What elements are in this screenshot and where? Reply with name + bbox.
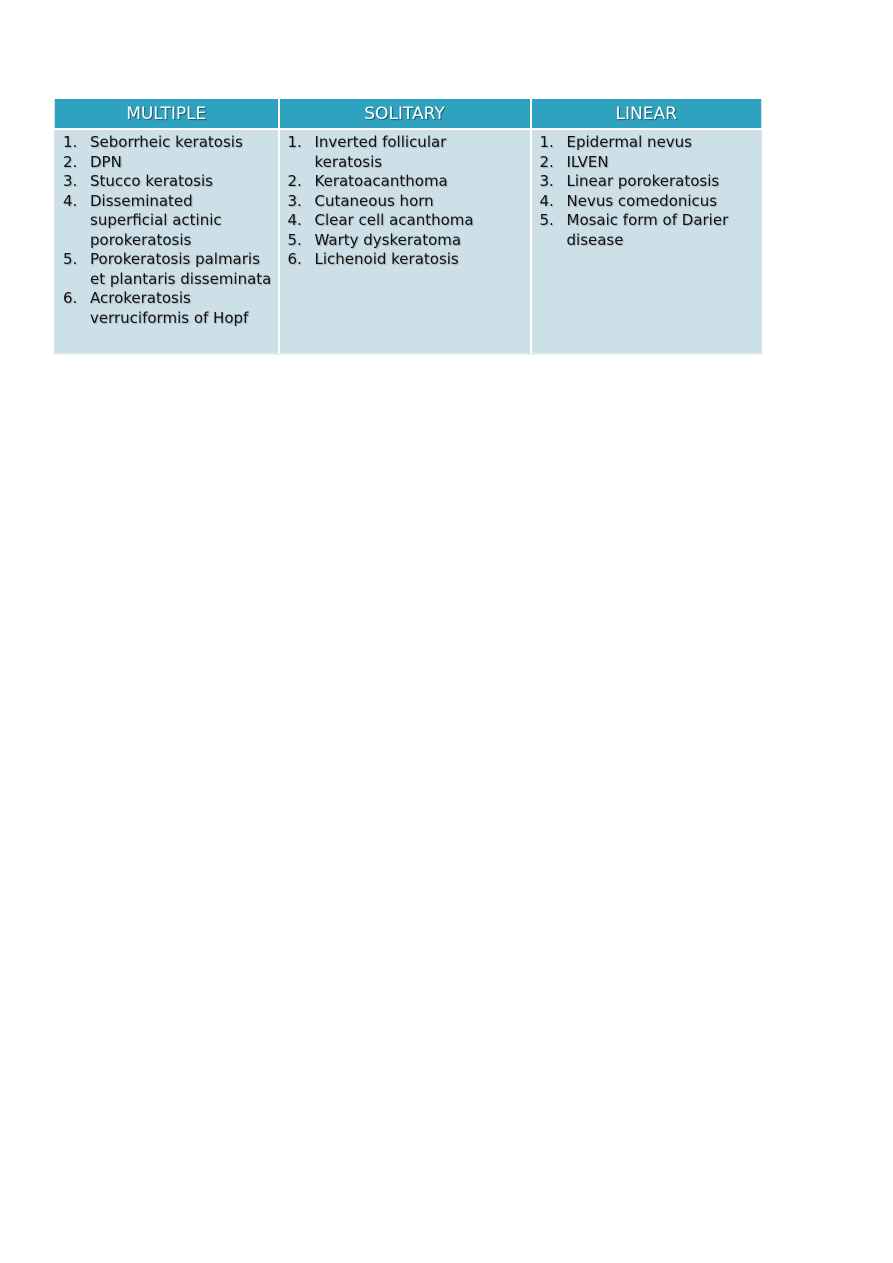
list-item xyxy=(288,172,526,192)
item-number: 1. xyxy=(539,133,554,151)
item-number: 5. xyxy=(287,230,302,249)
linear-cell xyxy=(531,129,762,354)
item-number: 2. xyxy=(287,172,302,190)
list-item xyxy=(63,250,274,289)
list-item xyxy=(288,192,526,212)
item-text: Lichenoid keratosis xyxy=(314,250,459,268)
list-item xyxy=(63,133,274,153)
item-text: ILVEN xyxy=(566,152,609,171)
list-item xyxy=(63,153,274,173)
list-item xyxy=(288,133,526,172)
list-item xyxy=(288,231,526,251)
item-text: Porokeratosis palmaris et plantaris disseminata xyxy=(90,250,272,288)
item-text: Keratoacanthoma xyxy=(314,172,448,190)
item-text: Warty dyskeratoma xyxy=(314,230,462,249)
item-text: Linear porokeratosis xyxy=(566,172,720,190)
item-text: DPN xyxy=(90,152,122,171)
item-number: 3. xyxy=(539,172,554,190)
item-number: 4. xyxy=(539,191,554,210)
item-number: 1. xyxy=(287,133,302,151)
multiple-cell xyxy=(55,129,279,354)
list-item xyxy=(63,192,274,251)
multiple-list xyxy=(63,133,274,328)
item-text: Inverted follicular keratosis xyxy=(314,133,447,171)
item-text: Nevus comedonicus xyxy=(566,191,718,210)
item-text: Clear cell acanthoma xyxy=(314,211,474,229)
column-header-solitary: SOLITARY xyxy=(279,99,531,129)
item-number: 2. xyxy=(63,152,78,171)
item-number: 4. xyxy=(63,191,78,210)
list-item xyxy=(540,153,758,173)
item-number: 3. xyxy=(63,172,78,190)
list-item xyxy=(540,192,758,212)
column-header-linear: LINEAR xyxy=(531,99,762,129)
item-text: Acrokeratosis verruciformis of Hopf xyxy=(90,289,249,327)
column-header-multiple: MULTIPLE xyxy=(55,99,279,129)
item-text: Disseminated superficial actinic porokeratosis xyxy=(90,191,222,249)
item-number: 3. xyxy=(287,191,302,210)
item-number: 4. xyxy=(287,211,302,229)
item-number: 5. xyxy=(63,250,78,268)
list-item xyxy=(540,172,758,192)
header-row xyxy=(55,99,762,129)
item-number: 6. xyxy=(287,250,302,268)
solitary-cell xyxy=(279,129,531,354)
item-text: Epidermal nevus xyxy=(566,133,692,151)
list-item xyxy=(288,250,526,270)
list-item xyxy=(288,211,526,231)
item-text: Seborrheic keratosis xyxy=(90,133,243,151)
list-item xyxy=(63,289,274,328)
item-number: 5. xyxy=(539,211,554,229)
linear-list xyxy=(540,133,758,250)
body-row xyxy=(55,129,762,354)
solitary-list xyxy=(288,133,526,270)
list-item xyxy=(540,133,758,153)
item-text: Stucco keratosis xyxy=(90,172,213,190)
item-number: 2. xyxy=(539,152,554,171)
list-item xyxy=(540,211,758,250)
item-number: 1. xyxy=(63,133,78,151)
item-number: 6. xyxy=(63,289,78,307)
item-text: Cutaneous horn xyxy=(314,191,434,210)
list-item xyxy=(63,172,274,192)
keratosis-classification-table xyxy=(54,99,762,355)
item-text: Mosaic form of Darier disease xyxy=(566,211,729,249)
